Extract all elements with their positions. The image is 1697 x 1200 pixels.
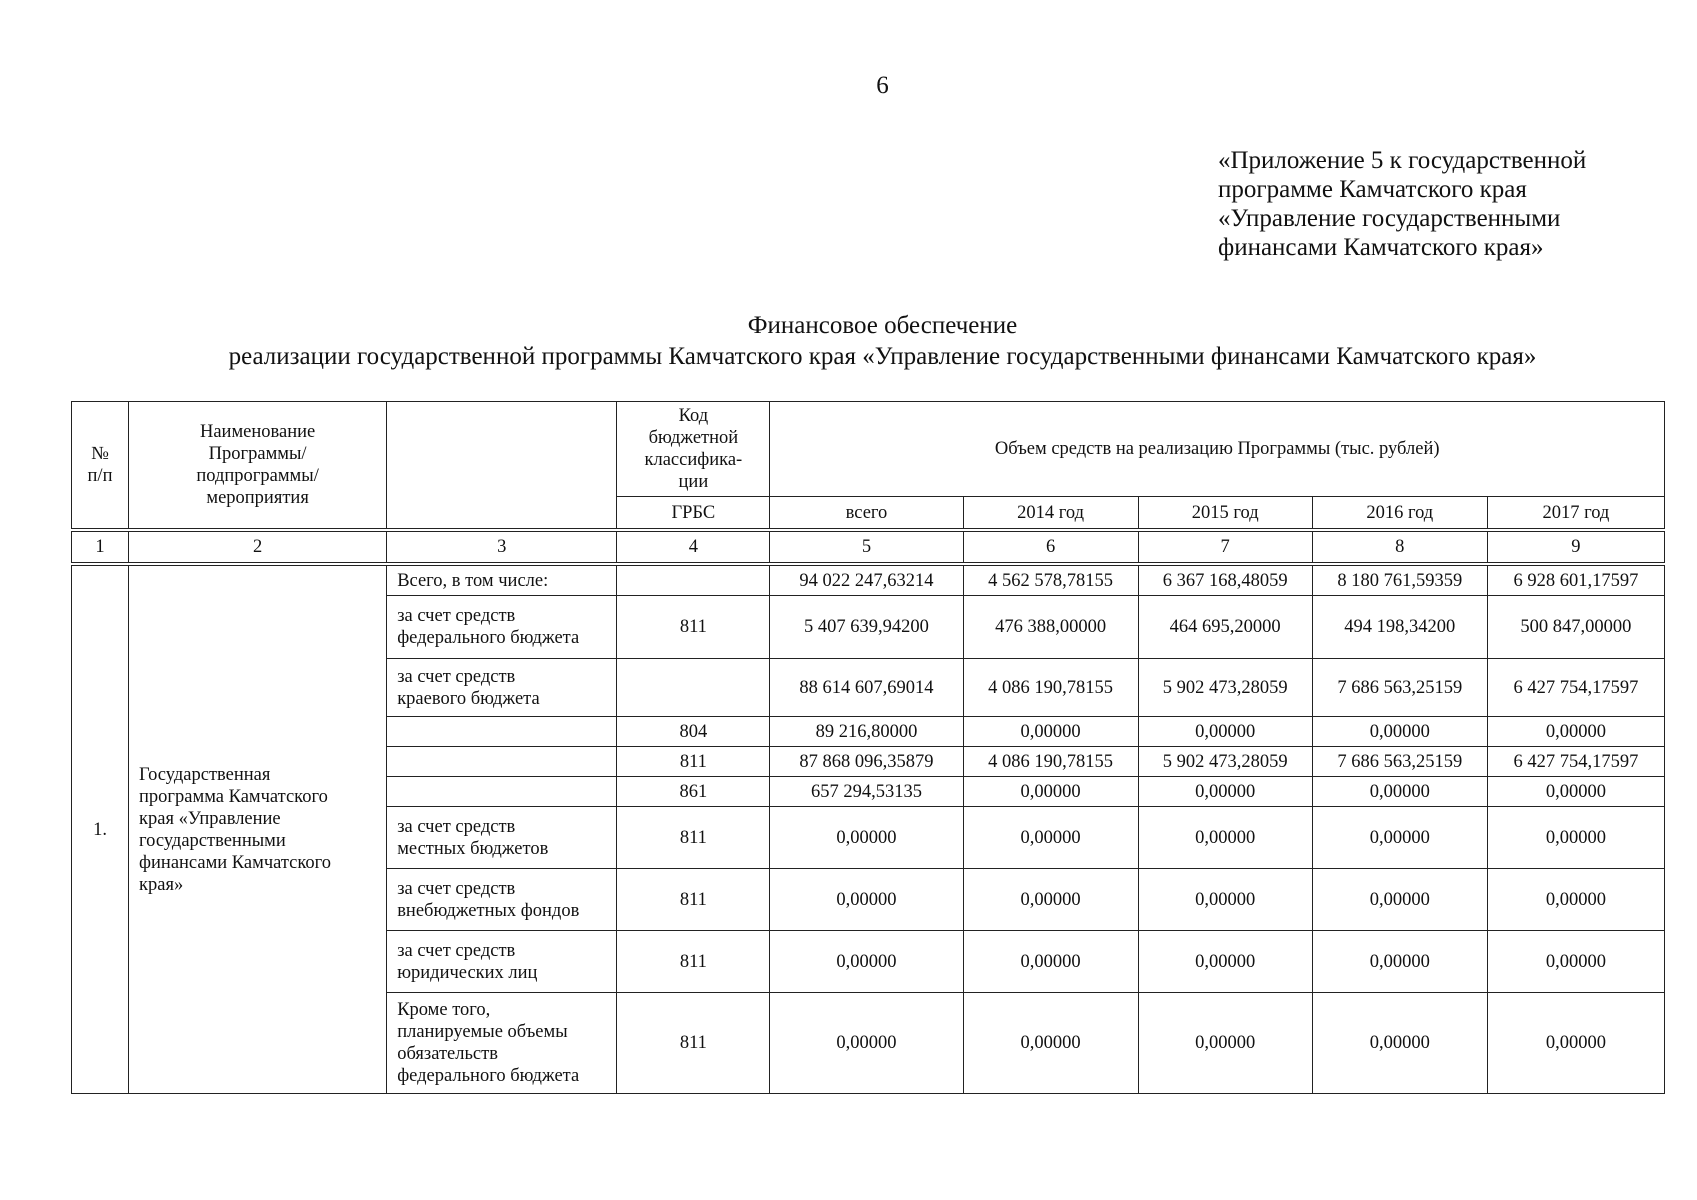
value-year: 0,00000 [1138,717,1312,747]
value-year: 0,00000 [1138,807,1312,869]
value-total: 0,00000 [770,807,963,869]
value-year: 0,00000 [1312,993,1487,1094]
value-year: 6 367 168,48059 [1138,566,1312,596]
value-year: 0,00000 [1487,931,1664,993]
appendix-line: программе Камчатского края [1218,176,1527,203]
column-number: 6 [963,532,1138,563]
value-year: 7 686 563,25159 [1312,747,1487,777]
value-year: 5 902 473,28059 [1138,659,1312,717]
grbs-code: 804 [617,717,770,747]
appendix-line: финансами Камчатского края» [1218,234,1544,261]
grbs-code: 811 [617,993,770,1094]
title-line: Финансовое обеспечение [747,312,1018,339]
value-total: 0,00000 [770,993,963,1094]
appendix-line: «Приложение 5 к государственной [1218,147,1587,174]
value-total: 5 407 639,94200 [770,596,963,659]
funding-source: за счет средств внебюджетных фондов [387,869,617,931]
column-number: 4 [617,532,770,563]
column-number: 1 [72,532,129,563]
value-year: 0,00000 [1312,717,1487,747]
page-number: 6 [876,72,889,99]
grbs-code: 811 [617,807,770,869]
value-year: 0,00000 [1487,869,1664,931]
financing-table [71,401,1665,1094]
value-year: 6 928 601,17597 [1487,566,1664,596]
header-volume: Объем средств на реализацию Программы (тыс. рублей) [770,402,1665,497]
document-title [0,310,1697,372]
grbs-code: 811 [617,747,770,777]
value-year: 0,00000 [963,717,1138,747]
header-year: 2016 год [1312,497,1487,529]
value-total: 657 294,53135 [770,777,963,807]
value-year: 5 902 473,28059 [1138,747,1312,777]
value-year: 6 427 754,17597 [1487,659,1664,717]
value-total: 89 216,80000 [770,717,963,747]
value-year: 0,00000 [1312,869,1487,931]
value-total: 94 022 247,63214 [770,566,963,596]
header-year: 2015 год [1138,497,1312,529]
value-year: 0,00000 [1487,777,1664,807]
funding-source: Кроме того, планируемые объемы обязательств федерального бюджета [387,993,617,1094]
header-total: всего [770,497,963,529]
value-year: 0,00000 [1312,807,1487,869]
header-grbs: ГРБС [617,497,770,529]
column-number: 8 [1312,532,1487,563]
header-source [387,402,617,529]
funding-source [387,777,617,807]
grbs-code: 811 [617,869,770,931]
column-number: 7 [1138,532,1312,563]
grbs-code: 811 [617,596,770,659]
value-year: 8 180 761,59359 [1312,566,1487,596]
funding-source: за счет средств юридических лиц [387,931,617,993]
value-year: 4 562 578,78155 [963,566,1138,596]
value-year: 0,00000 [1312,777,1487,807]
value-total: 0,00000 [770,869,963,931]
grbs-code: 811 [617,931,770,993]
grbs-code [617,566,770,596]
value-year: 0,00000 [963,869,1138,931]
value-year: 7 686 563,25159 [1312,659,1487,717]
value-year: 4 086 190,78155 [963,747,1138,777]
value-year: 0,00000 [1138,931,1312,993]
header-name: Наименование Программы/ подпрограммы/ мероприятия [129,402,387,529]
value-year: 0,00000 [1312,931,1487,993]
value-year: 0,00000 [1487,717,1664,747]
header-year: 2017 год [1487,497,1664,529]
header-kbk: Код бюджетной классифика- ции [617,402,770,497]
header-year: 2014 год [963,497,1138,529]
column-number: 9 [1487,532,1664,563]
grbs-code [617,659,770,717]
value-year: 476 388,00000 [963,596,1138,659]
funding-source [387,747,617,777]
table-row [72,566,1665,596]
row-number: 1. [72,566,129,1094]
value-year: 4 086 190,78155 [963,659,1138,717]
funding-source: Всего, в том числе: [387,566,617,596]
value-year: 0,00000 [1138,993,1312,1094]
column-number: 3 [387,532,617,563]
value-total: 88 614 607,69014 [770,659,963,717]
value-year: 464 695,20000 [1138,596,1312,659]
title-line: реализации государственной программы Камчатского края «Управление государственными финансами Камчатского края» [228,343,1537,370]
value-year: 0,00000 [963,993,1138,1094]
value-year: 500 847,00000 [1487,596,1664,659]
appendix-line: «Управление государственными [1218,205,1561,232]
header-num: № п/п [72,402,129,529]
value-year: 0,00000 [1487,807,1664,869]
appendix-note [1218,146,1586,262]
value-total: 87 868 096,35879 [770,747,963,777]
value-year: 0,00000 [963,777,1138,807]
funding-source: за счет средств краевого бюджета [387,659,617,717]
grbs-code: 861 [617,777,770,807]
funding-source [387,717,617,747]
value-year: 494 198,34200 [1312,596,1487,659]
funding-source: за счет средств местных бюджетов [387,807,617,869]
value-year: 0,00000 [1487,993,1664,1094]
value-year: 0,00000 [1138,777,1312,807]
column-number: 2 [129,532,387,563]
value-year: 0,00000 [963,931,1138,993]
funding-source: за счет средств федерального бюджета [387,596,617,659]
value-year: 6 427 754,17597 [1487,747,1664,777]
column-number: 5 [770,532,963,563]
value-total: 0,00000 [770,931,963,993]
value-year: 0,00000 [963,807,1138,869]
value-year: 0,00000 [1138,869,1312,931]
program-name: Государственная программа Камчатского края «Управление государственными финансами Камчатского края» [129,566,387,1094]
